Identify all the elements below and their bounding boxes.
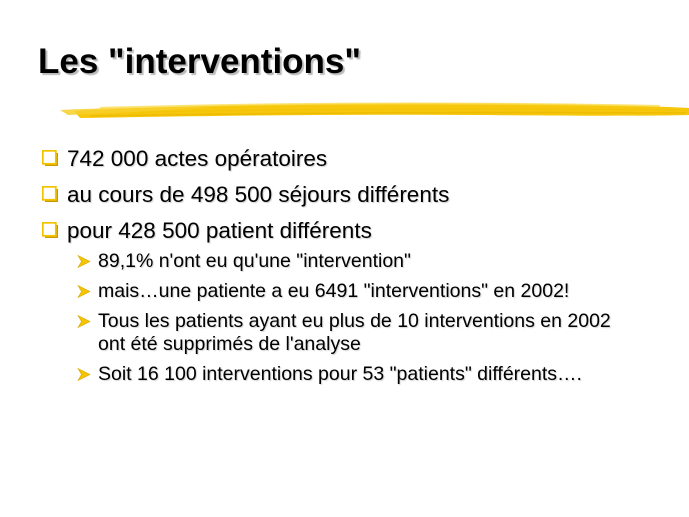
sub-list-item-text: 89,1% n'ont eu qu'une "intervention" xyxy=(98,250,411,272)
arrow-bullet-icon xyxy=(77,315,91,328)
slide-title: Les "interventions" xyxy=(38,42,361,81)
list-item xyxy=(42,181,672,208)
hollow-square-bullet-icon xyxy=(42,186,59,203)
list-item xyxy=(42,145,672,172)
sub-list-item-text: mais…une patiente a eu 6491 "interventions" en 2002! xyxy=(98,280,570,302)
list-item-text: 742 000 actes opératoires xyxy=(67,146,328,171)
sub-list-item xyxy=(77,280,618,303)
arrow-bullet-icon xyxy=(77,368,91,381)
hollow-square-bullet-icon xyxy=(42,150,59,167)
sub-list-item-text: Soit 16 100 interventions pour 53 "patients" différents…. xyxy=(98,363,582,385)
list-item xyxy=(42,217,672,244)
highlighter-stroke-icon xyxy=(60,94,689,128)
sub-list-item xyxy=(77,250,618,273)
arrow-bullet-icon xyxy=(77,255,91,268)
arrow-bullet-icon xyxy=(77,285,91,298)
sub-list-item-text: Tous les patients ayant eu plus de 10 interventions en 2002 ont été supprimés de l'analyse xyxy=(98,310,611,355)
list-item-text: pour 428 500 patient différents xyxy=(67,218,372,243)
bullet-list xyxy=(42,145,672,393)
sub-list-item xyxy=(77,310,618,356)
sub-list-item xyxy=(77,363,618,386)
list-item-text: au cours de 498 500 séjours différents xyxy=(67,182,450,207)
hollow-square-bullet-icon xyxy=(42,222,59,239)
sub-bullet-list xyxy=(42,250,672,386)
